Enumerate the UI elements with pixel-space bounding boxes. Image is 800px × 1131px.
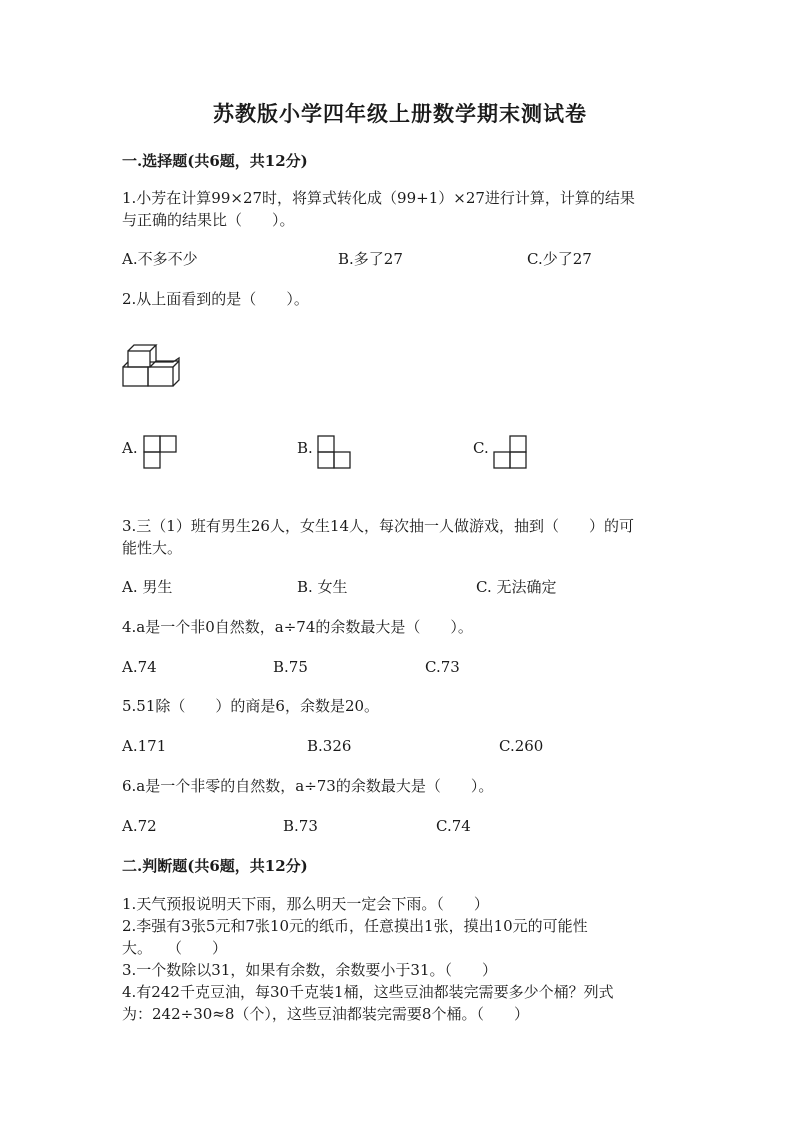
question-6-text: 6.a是一个非零的自然数，a÷73的余数最大是（ ）。 — [122, 777, 494, 795]
question-6-option-b: B.73 — [283, 817, 318, 835]
section-heading-choice: 一.选择题(共6题，共12分) — [122, 152, 308, 170]
question-3-option-a: A. 男生 — [122, 578, 173, 596]
question-4-option-a: A.74 — [122, 658, 157, 676]
question-2-option-a: A. — [122, 439, 138, 457]
top-view-option-b-figure — [317, 435, 353, 469]
judgment-2-line-1: 2.李强有3张5元和7张10元的纸币，任意摸出1张，摸出10元的可能性 — [122, 917, 588, 935]
question-3-line-2: 能性大。 — [122, 539, 183, 557]
question-5-text: 5.51除（ ）的商是6，余数是20。 — [122, 697, 380, 715]
question-5-option-a: A.171 — [122, 737, 167, 755]
question-1-line-2: 与正确的结果比（ ）。 — [122, 211, 295, 229]
judgment-2-line-2: 大。 （ ） — [122, 939, 228, 957]
judgment-4-line-1: 4.有242千克豆油，每30千克装1桶，这些豆油都装完需要多少个桶？列式 — [122, 983, 614, 1001]
top-view-option-a-figure — [143, 435, 179, 469]
stacked-cubes-figure — [120, 342, 182, 388]
judgment-4-line-2: 为：242÷30≈8（个），这些豆油都装完需要8个桶。（ ） — [122, 1005, 529, 1023]
question-4-text: 4.a是一个非0自然数，a÷74的余数最大是（ ）。 — [122, 618, 473, 636]
question-4-option-c: C.73 — [425, 658, 460, 676]
question-6-option-a: A.72 — [122, 817, 157, 835]
question-2-text: 2.从上面看到的是（ ）。 — [122, 290, 309, 308]
question-3-option-c: C. 无法确定 — [476, 578, 557, 596]
question-3-option-b: B. 女生 — [297, 578, 348, 596]
page-title: 苏教版小学四年级上册数学期末测试卷 — [213, 101, 587, 126]
question-1-option-b: B.多了27 — [338, 250, 403, 268]
question-3-line-1: 3.三（1）班有男生26人，女生14人，每次抽一人做游戏，抽到（ ）的可 — [122, 517, 635, 535]
question-2-option-c: C. — [473, 439, 489, 457]
question-1-option-c: C.少了27 — [527, 250, 592, 268]
question-2-option-b: B. — [297, 439, 313, 457]
judgment-3-text: 3.一个数除以31，如果有余数，余数要小于31。（ ） — [122, 961, 497, 979]
question-5-option-c: C.260 — [499, 737, 544, 755]
question-4-option-b: B.75 — [273, 658, 308, 676]
section-heading-judgment: 二.判断题(共6题，共12分) — [122, 857, 308, 875]
question-5-option-b: B.326 — [307, 737, 352, 755]
question-1-option-a: A.不多不少 — [122, 250, 198, 268]
question-6-option-c: C.74 — [436, 817, 471, 835]
question-1-line-1: 1.小芳在计算99×27时，将算式转化成（99+1）×27进行计算，计算的结果 — [122, 189, 635, 207]
judgment-1-text: 1.天气预报说明天下雨，那么明天一定会下雨。（ ） — [122, 895, 489, 913]
top-view-option-c-figure — [493, 435, 529, 469]
